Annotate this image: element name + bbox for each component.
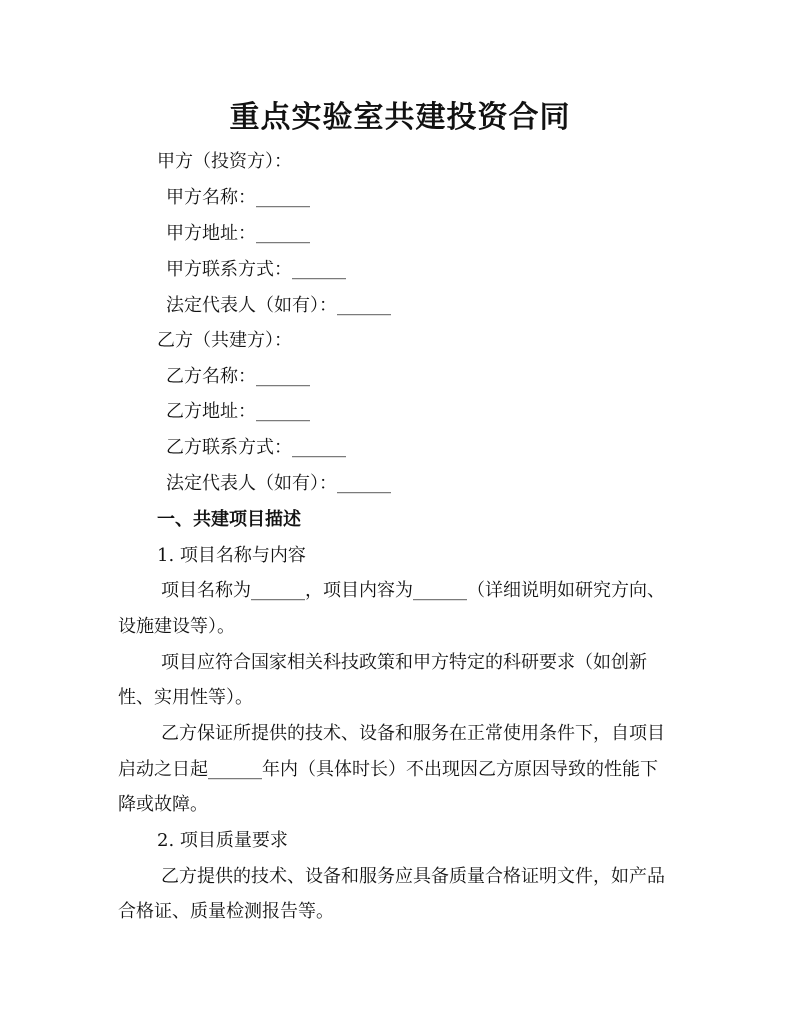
party-a-name: 甲方名称：______: [166, 187, 310, 208]
party-a-address: 甲方地址：______: [166, 223, 310, 244]
paragraph-line: 设施建设等）。: [118, 616, 235, 637]
item-heading: 2. 项目质量要求: [157, 830, 288, 851]
party-b-contact: 乙方联系方式：______: [166, 437, 346, 458]
page-title: 重点实验室共建投资合同: [229, 100, 571, 135]
paragraph-line: 性、实用性等）。: [118, 687, 253, 708]
section-heading: 一、共建项目描述: [157, 509, 301, 530]
party-a-label: 甲方（投资方）：: [157, 151, 292, 172]
item-heading: 1. 项目名称与内容: [157, 545, 306, 566]
paragraph-line: 合格证、质量检测报告等。: [118, 901, 334, 922]
paragraph-line: 启动之日起______年内（具体时长）不出现因乙方原因导致的性能下: [118, 759, 658, 780]
paragraph-line: 降或故障。: [118, 794, 208, 815]
paragraph-line: 项目名称为______，项目内容为______（详细说明如研究方向、: [161, 580, 665, 601]
paragraph-line: 项目应符合国家相关科技政策和甲方特定的科研要求（如创新: [161, 652, 647, 673]
paragraph-line: 乙方提供的技术、设备和服务应具备质量合格证明文件，如产品: [161, 866, 665, 887]
paragraph-line: 乙方保证所提供的技术、设备和服务在正常使用条件下，自项目: [161, 723, 665, 744]
party-a-legal-rep: 法定代表人（如有）：______: [166, 295, 391, 316]
party-a-contact: 甲方联系方式：______: [166, 259, 346, 280]
party-b-legal-rep: 法定代表人（如有）：______: [166, 473, 391, 494]
party-b-address: 乙方地址：______: [166, 401, 310, 422]
party-b-label: 乙方（共建方）：: [157, 330, 292, 351]
party-b-name: 乙方名称：______: [166, 366, 310, 387]
